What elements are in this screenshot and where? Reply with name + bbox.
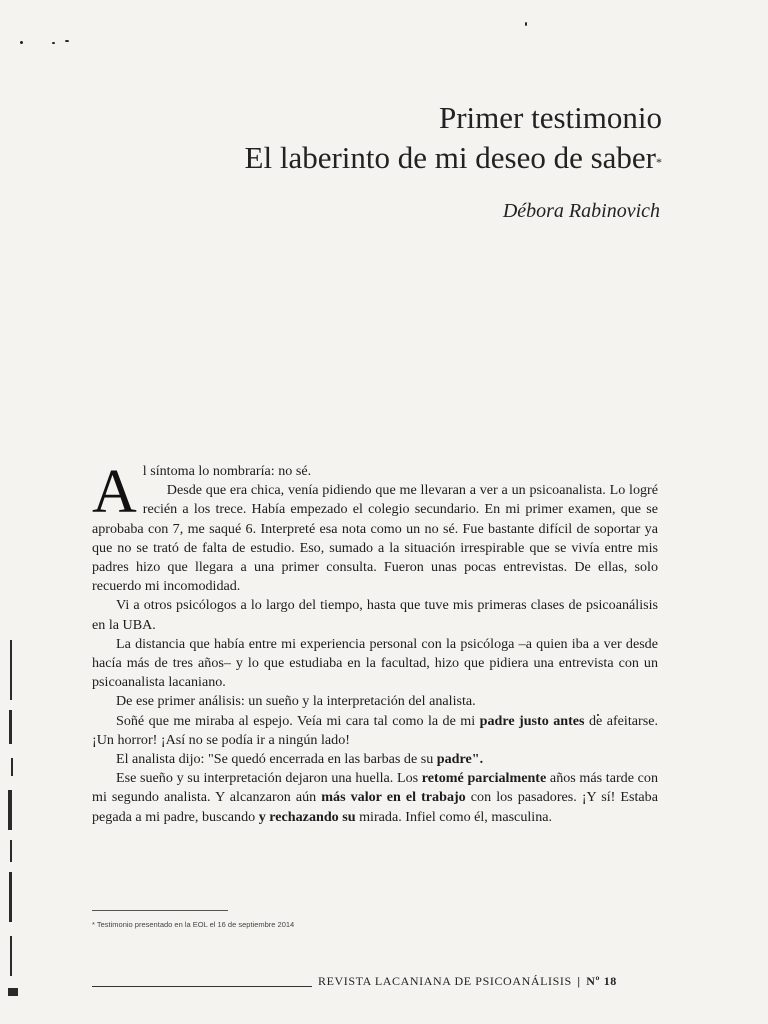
emphasized-text: y rechazando su — [258, 808, 356, 825]
footer-rule — [92, 986, 312, 987]
scan-speck — [525, 22, 527, 26]
body-paragraph — [92, 596, 658, 634]
paragraph-text: Soñé que me miraba al espejo. Veía mi cara tal como la de mi — [116, 712, 480, 729]
emphasized-text: retomé parcialmente — [421, 770, 547, 787]
scan-speck — [65, 40, 69, 42]
paragraph-text: l síntoma lo nombraría: no sé. — [142, 463, 312, 479]
title-footnote-mark: * — [656, 155, 662, 169]
body-paragraph — [92, 750, 658, 769]
footnote-rule — [92, 910, 228, 911]
binding-edge-marks — [6, 640, 32, 1020]
paragraph-text: de afeitarse. ¡Un horror! ¡Así no se podía ir a ningún lado! — [92, 712, 658, 748]
body-paragraph — [92, 458, 658, 526]
scan-speck — [20, 41, 23, 44]
paragraph-text: años más tarde con mi segundo analista. Y alcanzaron aún — [92, 770, 658, 806]
footer-separator: | — [577, 974, 581, 988]
footnote: * Testimonio presentado en la EOL el 16 de septiembre 2014 — [92, 920, 295, 929]
issue-number: Nº 18 — [586, 974, 617, 988]
paragraph-text: La distancia que había entre mi experiencia personal con la psicóloga –a quien iba a ver desde hacía más de tres años– y lo que estudiaba en la facultad, hizo que pidiera una entrevista con un psicoanalista lacaniano. — [92, 635, 658, 691]
paragraph-text: El analista dijo: "Se quedó encerrada en las barbas de su — [116, 751, 437, 768]
body-paragraph — [92, 481, 658, 596]
author-name: Débora Rabinovich — [502, 200, 660, 222]
running-footer — [318, 974, 617, 989]
title-line-1: Primer testimonio — [438, 100, 662, 135]
paragraph-text: Ese sueño y su interpretación dejaron una huella. Los — [116, 770, 422, 787]
body-paragraph — [92, 769, 658, 827]
scan-speck — [52, 42, 55, 44]
body-paragraph — [92, 692, 658, 711]
body-paragraph — [92, 635, 658, 693]
emphasized-text: más valor en el trabajo — [321, 789, 466, 806]
article-title — [245, 98, 662, 178]
drop-cap: A — [92, 458, 137, 526]
paragraph-text: con los pasadores. ¡Y sí! Estaba pegada a mi padre, buscando — [92, 789, 658, 825]
paragraph-text: Desde que era chica, venía pidiendo que me llevaran a ver a un psicoanalista. Lo logré recién a los trece. Había empezado el colegio secundario. En mi primer examen, que se aprobaba con 7, me saqué 6. Interpreté esa nota como un no sé. Fue bastante difícil de soportar ya que no se trató de falta de estudio. Eso, sumado a la situación irrespirable que se vivía entre mis padres hizo que llegara a una primer consulta. Fueron unas pocas entrevistas. De ellas, solo recuerdo mi incomodidad. — [92, 482, 658, 595]
body-paragraph — [92, 712, 658, 750]
title-line-2: El laberinto de mi deseo de saber — [244, 140, 656, 175]
paragraph-text: Vi a otros psicólogos a lo largo del tiempo, hasta que tuve mis primeras clases de psicoanálisis en la UBA. — [92, 597, 658, 633]
journal-name: REVISTA LACANIANA DE PSICOANÁLISIS — [318, 974, 572, 988]
paragraph-text: mirada. Infiel como él, masculina. — [355, 808, 553, 825]
emphasized-text: padre". — [436, 751, 484, 768]
emphasized-text: padre justo antes — [479, 712, 585, 729]
paragraph-text: De ese primer análisis: un sueño y la interpretación del analista. — [116, 693, 476, 710]
article-body — [92, 458, 658, 827]
